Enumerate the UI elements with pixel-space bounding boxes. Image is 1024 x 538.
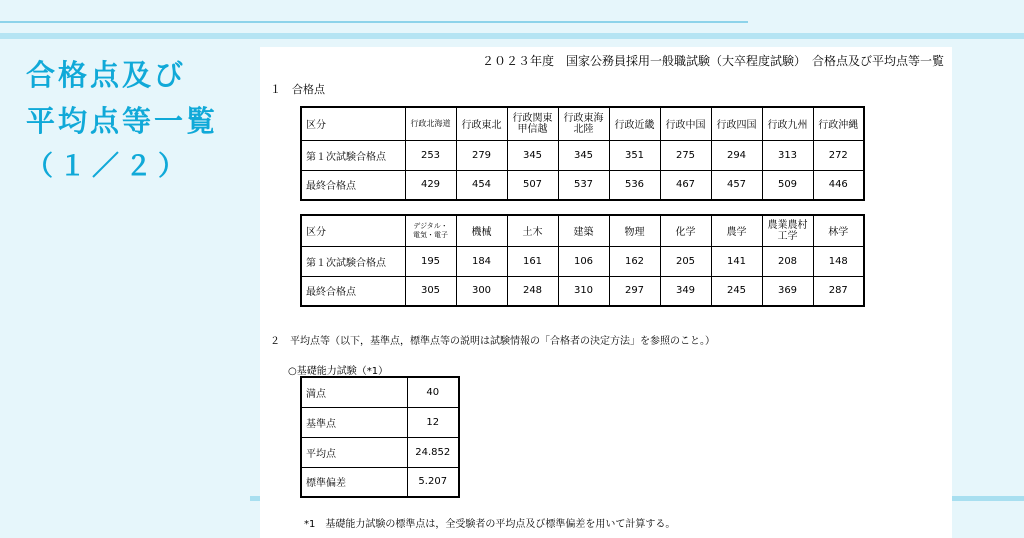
row-label: 基準点 xyxy=(301,407,407,437)
footnote: *1 基礎能力試験の標準点は，全受験者の平均点及び標準偏差を用いて計算する。 xyxy=(304,519,676,530)
header-cell: 区分 xyxy=(301,215,405,246)
table-cell: 106 xyxy=(558,246,609,276)
header-cell: 行政中国 xyxy=(660,107,711,140)
table-cell: 345 xyxy=(558,140,609,170)
table-cell: 161 xyxy=(507,246,558,276)
header-cell: 行政東海 北陸 xyxy=(558,107,609,140)
section3-heading: ○基礎能力試験（*1） xyxy=(288,366,389,377)
header-cell: 林学 xyxy=(813,215,864,246)
table-row xyxy=(301,407,459,437)
table-row xyxy=(301,377,459,407)
table-cell: 195 xyxy=(405,246,456,276)
header-cell: 行政九州 xyxy=(762,107,813,140)
header-cell: 建築 xyxy=(558,215,609,246)
header-cell: 行政関東 甲信越 xyxy=(507,107,558,140)
table-cell: 297 xyxy=(609,276,660,306)
passing-score-table-administrative xyxy=(300,106,865,201)
header-cell: 土木 xyxy=(507,215,558,246)
header-cell: 行政沖縄 xyxy=(813,107,864,140)
table-cell: 279 xyxy=(456,140,507,170)
passing-score-table-technical xyxy=(300,214,865,307)
table-cell: 287 xyxy=(813,276,864,306)
basic-ability-test-stats-table xyxy=(300,376,460,498)
table-cell: 446 xyxy=(813,170,864,200)
row-label: 第１次試験合格点 xyxy=(301,140,405,170)
table-cell: 208 xyxy=(762,246,813,276)
table-cell: 313 xyxy=(762,140,813,170)
side-title-line2: 平均点等一覧 xyxy=(26,104,219,138)
table-cell: 536 xyxy=(609,170,660,200)
table-cell: 509 xyxy=(762,170,813,200)
row-label: 満点 xyxy=(301,377,407,407)
header-cell: 行政北海道 xyxy=(405,107,456,140)
table-header-row xyxy=(301,107,864,140)
table-cell: 457 xyxy=(711,170,762,200)
row-label: 第１次試験合格点 xyxy=(301,246,405,276)
document-title: ２０２３年度 国家公務員採用一般職試験（大卒程度試験） 合格点及び平均点等一覧 xyxy=(481,54,944,68)
side-title-page-indicator: （１／２） xyxy=(26,151,191,182)
table-cell: 253 xyxy=(405,140,456,170)
header-cell: 行政四国 xyxy=(711,107,762,140)
table-row xyxy=(301,276,864,306)
table-cell: 162 xyxy=(609,246,660,276)
table-cell: 205 xyxy=(660,246,711,276)
table-header-row xyxy=(301,215,864,246)
header-cell: 物理 xyxy=(609,215,660,246)
table-cell: 349 xyxy=(660,276,711,306)
table-cell: 454 xyxy=(456,170,507,200)
table-row xyxy=(301,437,459,467)
table-cell: 148 xyxy=(813,246,864,276)
table-cell: 245 xyxy=(711,276,762,306)
table-cell: 5.207 xyxy=(407,467,459,497)
section1-heading: １ 合格点 xyxy=(270,83,325,96)
table-cell: 300 xyxy=(456,276,507,306)
table-cell: 12 xyxy=(407,407,459,437)
header-cell: 区分 xyxy=(301,107,405,140)
table-cell: 184 xyxy=(456,246,507,276)
table-cell: 429 xyxy=(405,170,456,200)
header-cell: 行政東北 xyxy=(456,107,507,140)
header-cell: 農学 xyxy=(711,215,762,246)
table-row xyxy=(301,246,864,276)
document-image xyxy=(260,47,952,538)
table-cell: 294 xyxy=(711,140,762,170)
header-cell: 機械 xyxy=(456,215,507,246)
row-label: 平均点 xyxy=(301,437,407,467)
table-cell: 272 xyxy=(813,140,864,170)
table-row xyxy=(301,170,864,200)
table-cell: 40 xyxy=(407,377,459,407)
side-title-line1: 合格点及び xyxy=(26,58,187,92)
decorative-band xyxy=(0,33,1024,39)
decorative-line-top xyxy=(0,21,748,23)
row-label: 標準偏差 xyxy=(301,467,407,497)
table-cell: 369 xyxy=(762,276,813,306)
section2-heading: ２ 平均点等（以下，基準点，標準点等の説明は試験情報の「合格者の決定方法」を参照のこと。） xyxy=(270,336,715,347)
table-cell: 351 xyxy=(609,140,660,170)
table-cell: 537 xyxy=(558,170,609,200)
header-cell: デジタル・ 電気・電子 xyxy=(405,215,456,246)
header-cell: 行政近畿 xyxy=(609,107,660,140)
table-row xyxy=(301,467,459,497)
table-cell: 275 xyxy=(660,140,711,170)
header-cell: 化学 xyxy=(660,215,711,246)
side-title xyxy=(26,52,241,190)
table-cell: 141 xyxy=(711,246,762,276)
table-cell: 305 xyxy=(405,276,456,306)
table-cell: 24.852 xyxy=(407,437,459,467)
row-label: 最終合格点 xyxy=(301,170,405,200)
table-cell: 345 xyxy=(507,140,558,170)
header-cell: 農業農村 工学 xyxy=(762,215,813,246)
table-cell: 507 xyxy=(507,170,558,200)
row-label: 最終合格点 xyxy=(301,276,405,306)
table-cell: 310 xyxy=(558,276,609,306)
table-row xyxy=(301,140,864,170)
table-cell: 248 xyxy=(507,276,558,306)
table-cell: 467 xyxy=(660,170,711,200)
